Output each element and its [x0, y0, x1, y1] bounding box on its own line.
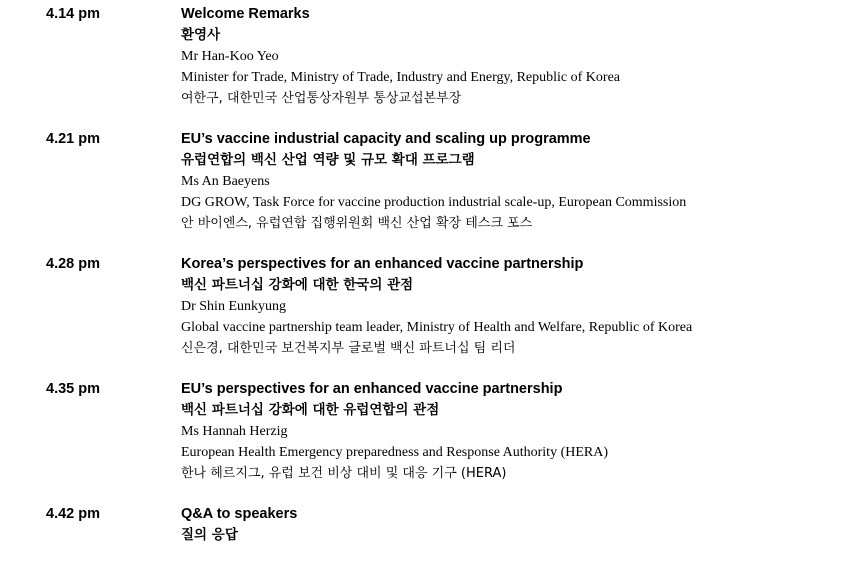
agenda-title-korean: 백신 파트너십 강화에 대한 한국의 관점 [181, 277, 414, 293]
speaker-role-korean: 한나 헤르지그, 유럽 보건 비상 대비 및 대응 기구 (HERA) [181, 466, 507, 481]
agenda-title-korean: 환영사 [181, 27, 221, 43]
agenda-time: 4.35 pm [46, 381, 100, 397]
agenda-title: Korea’s perspectives for an enhanced vaccine partnership [181, 256, 584, 272]
agenda-title: Welcome Remarks [181, 6, 310, 22]
speaker-name: Ms An Baeyens [181, 174, 270, 189]
agenda-time: 4.28 pm [46, 256, 100, 272]
agenda-content [181, 254, 841, 359]
speaker-role: Minister for Trade, Ministry of Trade, Industry and Energy, Republic of Korea [181, 70, 620, 85]
agenda-content [181, 4, 841, 109]
agenda-title: Q&A to speakers [181, 506, 298, 522]
agenda-title-korean: 질의 응답 [181, 527, 238, 543]
agenda-content [181, 379, 841, 484]
agenda-time: 4.21 pm [46, 131, 100, 147]
speaker-role: DG GROW, Task Force for vaccine production industrial scale-up, European Commission [181, 195, 687, 210]
agenda-time: 4.14 pm [46, 6, 100, 22]
agenda-title: EU’s perspectives for an enhanced vaccine partnership [181, 381, 563, 397]
agenda-title-korean: 유럽연합의 백신 산업 역량 및 규모 확대 프로그램 [181, 152, 475, 168]
speaker-role-korean: 신은경, 대한민국 보건복지부 글로벌 백신 파트너십 팀 리더 [181, 341, 516, 356]
speaker-role-korean: 여한구, 대한민국 산업통상자원부 통상교섭본부장 [181, 91, 462, 106]
speaker-role: Global vaccine partnership team leader, Ministry of Health and Welfare, Republic of Korea [181, 320, 693, 335]
agenda-content [181, 504, 841, 546]
agenda-title: EU’s vaccine industrial capacity and scaling up programme [181, 131, 591, 147]
speaker-role-korean: 안 바이엔스, 유럽연합 집행위원회 백신 산업 확장 테스크 포스 [181, 216, 533, 231]
agenda-time: 4.42 pm [46, 506, 100, 522]
speaker-name: Mr Han-Koo Yeo [181, 49, 279, 64]
speaker-name: Ms Hannah Herzig [181, 424, 288, 439]
agenda-content [181, 129, 841, 234]
speaker-name: Dr Shin Eunkyung [181, 299, 286, 314]
agenda-title-korean: 백신 파트너십 강화에 대한 유럽연합의 관점 [181, 402, 440, 418]
speaker-role: European Health Emergency preparedness and Response Authority (HERA) [181, 445, 609, 460]
